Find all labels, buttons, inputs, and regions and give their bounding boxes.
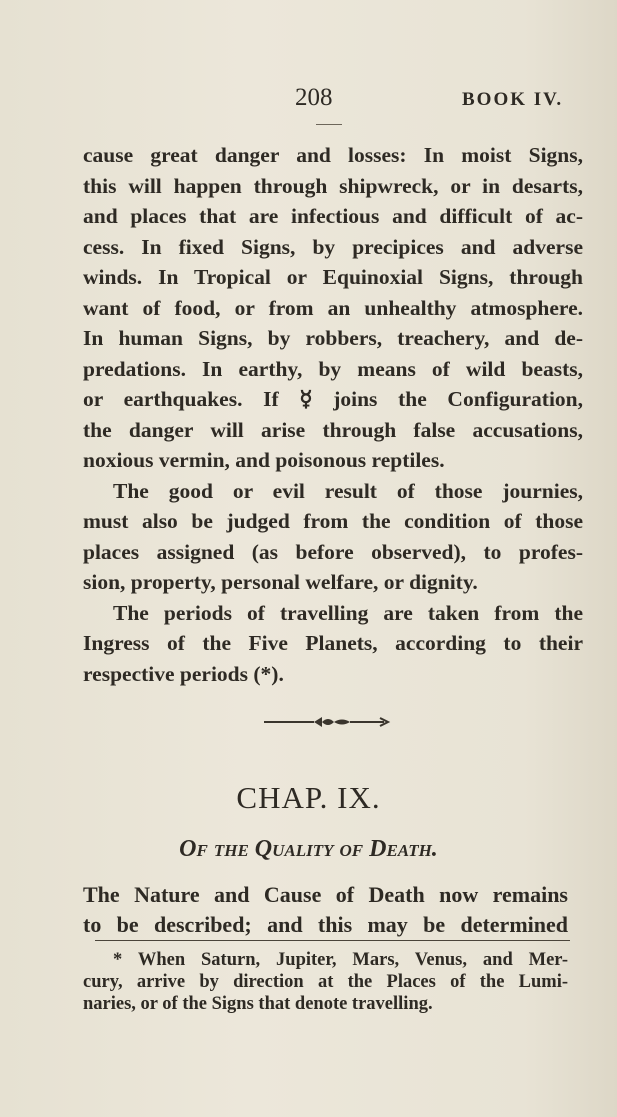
body-line: predations. In earthy, by means of wild beasts, [83,356,583,381]
footnote-line: cury, arrive by direction at the Places of the Lumi- [83,972,568,992]
page-number: 208 [295,84,333,111]
body-line: must also be judged from the condition of those [83,509,583,533]
body-line: In human Signs, by robbers, treachery, and de- [83,326,583,350]
body-line: places assigned (as before observed), to profes- [83,539,583,564]
chapter-subtitle: Of the Quality of Death. [179,836,438,862]
running-title: BOOK IV. [462,89,564,110]
body-line: cess. In fixed Signs, by precipices and adverse [83,234,583,259]
footnote-rule [95,940,570,941]
body-line: this will happen through shipwreck, or in desarts, [83,173,583,198]
intro-line: The Nature and Cause of Death now remains [83,882,568,907]
intro-line: to be described; and this may be determined [83,912,568,937]
body-line: The good or evil result of those journies, [113,478,583,503]
header-rule [316,124,342,125]
body-line: noxious vermin, and poisonous reptiles. [83,448,445,472]
body-line: or earthquakes. If ☿ joins the Configuration, [83,387,583,411]
body-line: cause great danger and losses: In moist Signs, [83,143,583,167]
body-line: and places that are infectious and difficult of ac- [83,204,583,228]
body-line: sion, property, personal welfare, or dignity. [83,570,478,594]
body-line: winds. In Tropical or Equinoxial Signs, through [83,265,583,289]
section-ornament [262,714,392,730]
body-line: The periods of travelling are taken from the [113,600,583,625]
body-line: the danger will arise through false accusations, [83,417,583,442]
chapter-intro [83,880,568,940]
body-line: respective periods (*). [83,661,284,686]
footnote-line: * When Saturn, Jupiter, Mars, Venus, and Mer- [113,950,568,970]
body-text [83,140,583,689]
chapter-heading: CHAP. IX. [236,780,381,815]
body-line: Ingress of the Five Planets, according to their [83,631,583,655]
footnote [83,949,568,1015]
body-line: want of food, or from an unhealthy atmosphere. [83,295,583,320]
page-header [0,84,617,124]
footnote-line: naries, or of the Signs that denote travelling. [83,994,433,1014]
